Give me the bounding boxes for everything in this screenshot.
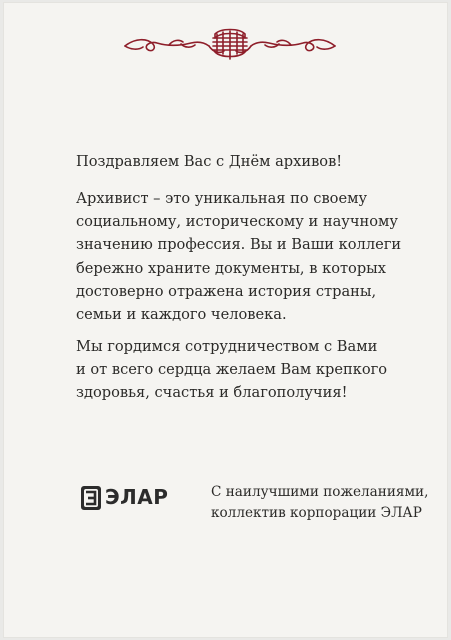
greeting-card — [3, 2, 448, 638]
paragraph2-line: здоровья, счастья и благополучия! — [76, 384, 348, 402]
paragraph1-line: значению профессия. Вы и Ваши коллеги — [76, 236, 402, 254]
signature-block — [211, 482, 429, 523]
logo-wordmark: ЭЛАР — [105, 485, 169, 509]
paragraph1-line: бережно храните документы, в которых — [76, 259, 387, 277]
greeting-line — [76, 150, 396, 173]
paragraph-wishes — [76, 335, 396, 405]
paragraph-profession — [76, 187, 402, 326]
paragraph1-line: достоверно отражена история страны, — [76, 282, 377, 300]
signature-line: С наилучшими пожеланиями, — [211, 484, 429, 500]
paragraph2-line: и от всего сердца желаем Вам крепкого — [76, 361, 388, 379]
paragraph1-line: социальному, историческому и научному — [76, 213, 398, 231]
ornament-icon — [121, 24, 339, 60]
paragraph2-line: Мы гордимся сотрудничеством с Вами — [76, 338, 378, 355]
greeting-text: Поздравляем Вас с Днём архивов! — [76, 153, 343, 170]
paragraph1-line: семьи и каждого человека. — [76, 306, 287, 324]
paragraph1-line: Архивист – это уникальная по своему — [76, 190, 368, 207]
signature-line: коллектив корпорации ЭЛАР — [211, 504, 422, 521]
